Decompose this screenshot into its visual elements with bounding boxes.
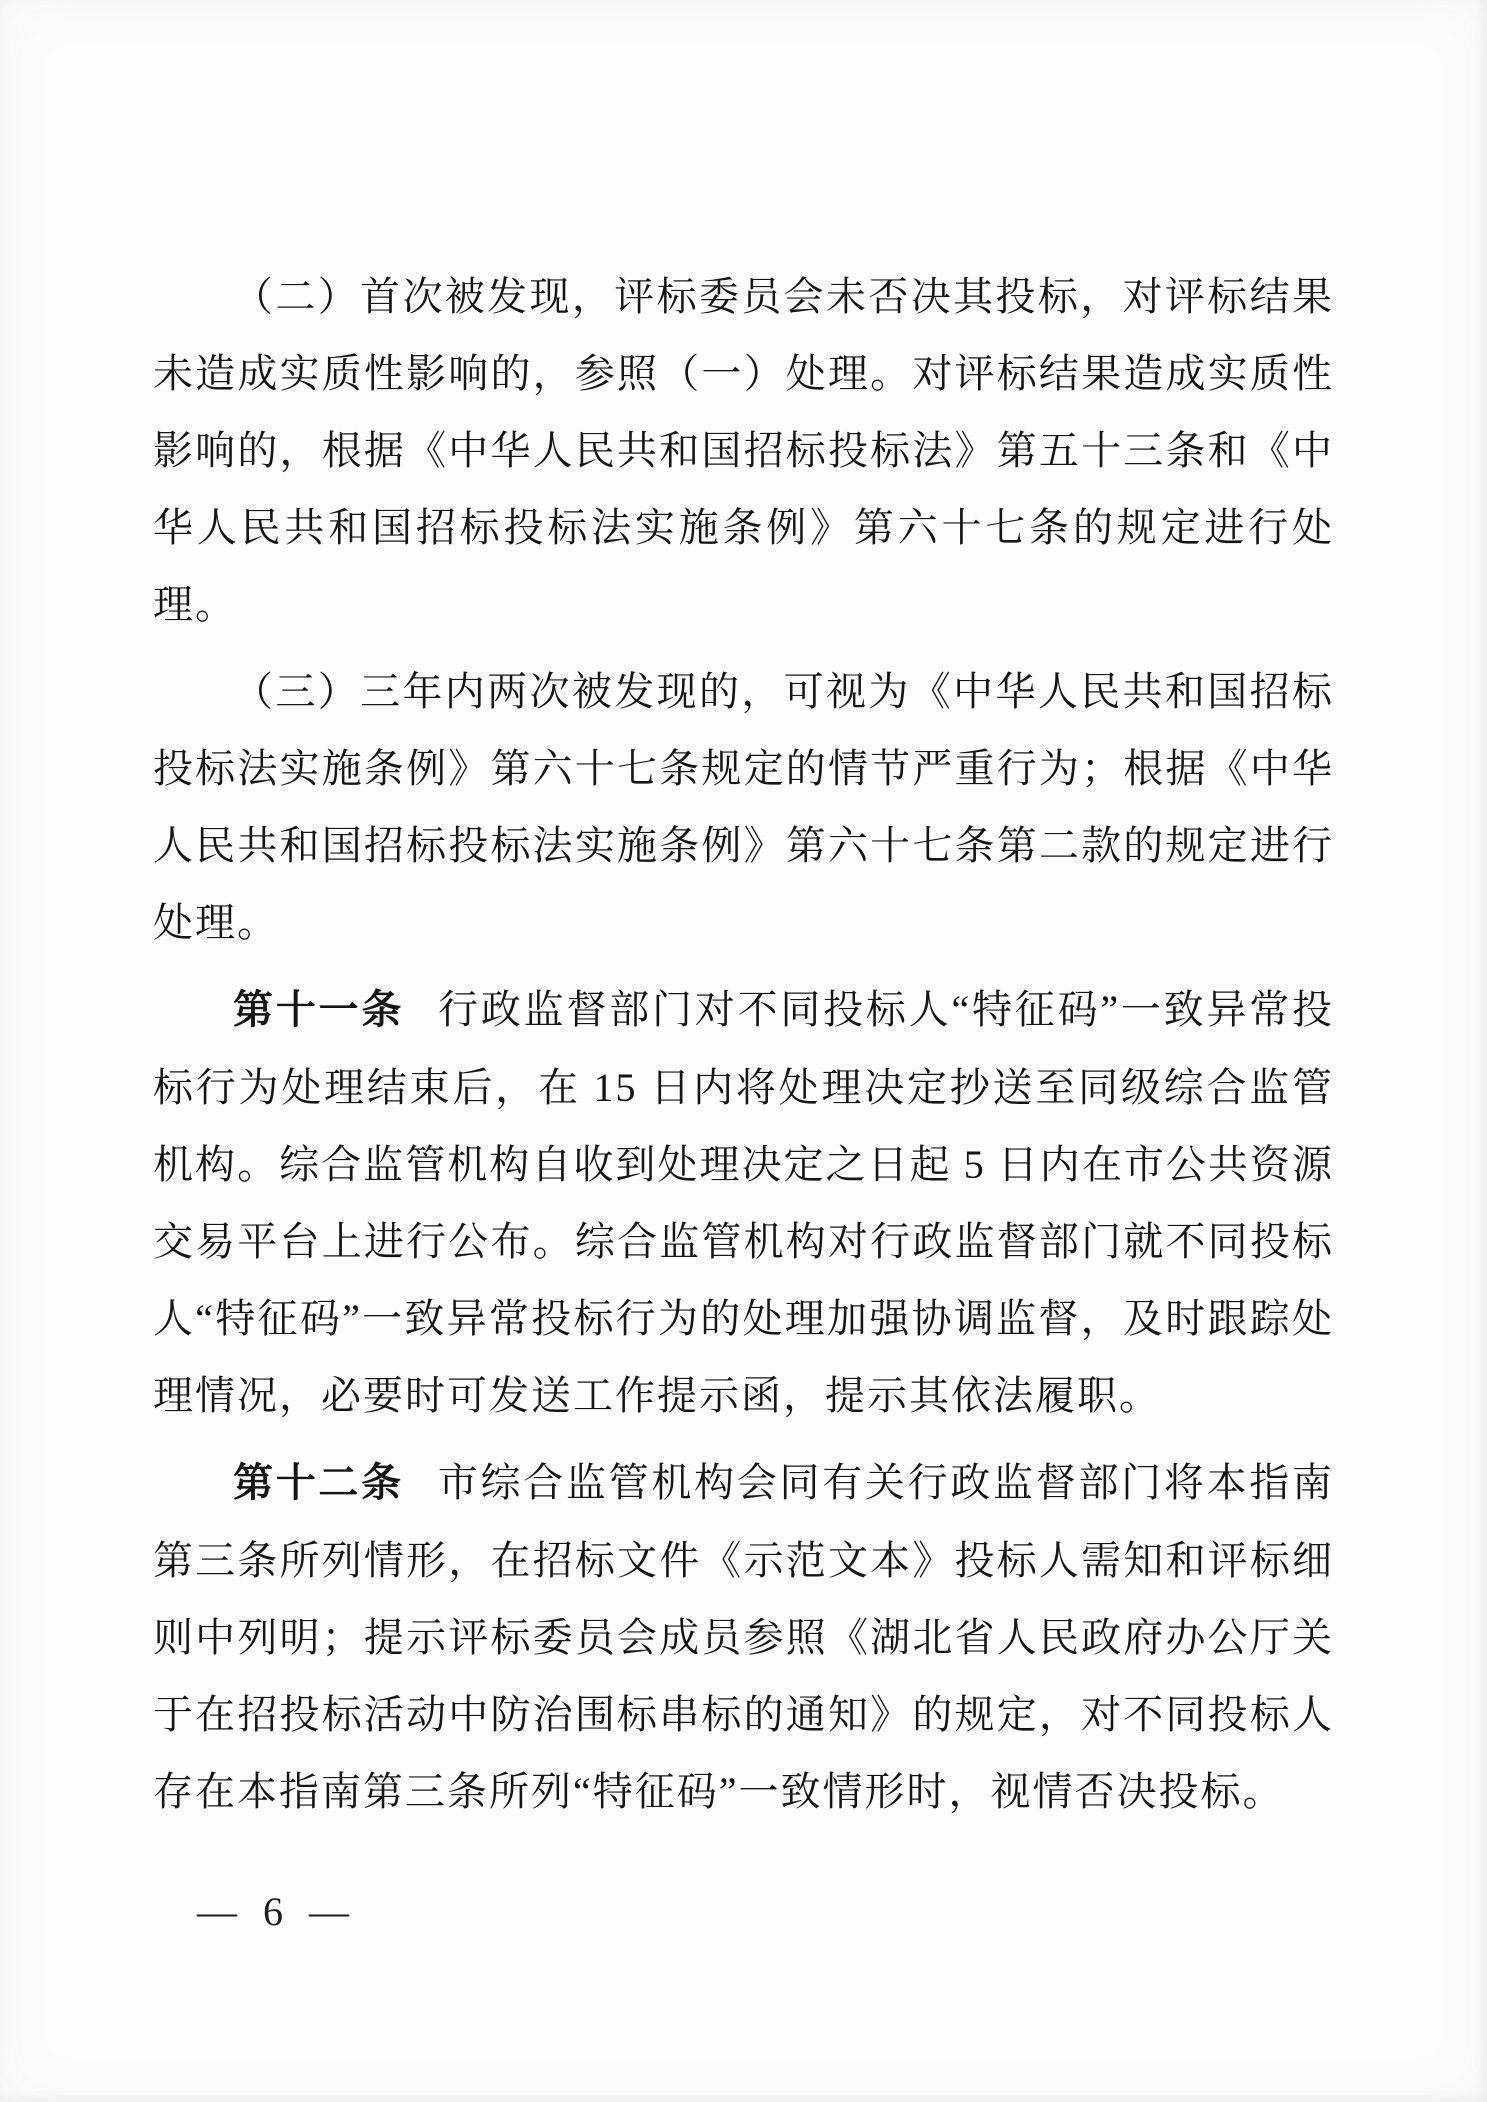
paragraph-text: 行政监督部门对不同投标人“特征码”一致异常投标行为处理结束后，在 15 日内将处理决定抄送至同级综合监管机构。综合监管机构自收到处理决定之日起 5 日内在市公共资源交易平台上进行公布。综合监管机构对行政监督部门就不同投标人“特征码”一致异常投标行为的处理加强协调监督，及时跟踪处理情况，必要时可发送工作提示函，提示其依法履职。 xyxy=(153,987,1334,1418)
paragraph-article-11 xyxy=(153,971,1334,1434)
paragraph-item-2 xyxy=(153,258,1334,643)
document-body xyxy=(153,258,1334,1840)
clause-term-article-11: 第十一条 xyxy=(233,988,405,1032)
paragraph-item-3 xyxy=(153,653,1334,961)
paragraph-article-12 xyxy=(153,1444,1334,1830)
paragraph-text: （三）三年内两次被发现的，可视为《中华人民共和国招标投标法实施条例》第六十七条规定的情节严重行为；根据《中华人民共和国招标投标法实施条例》第六十七条第二款的规定进行处理。 xyxy=(153,669,1334,945)
page-number: — 6 — xyxy=(197,1889,357,1934)
paragraph-text: （二）首次被发现，评标委员会未否决其投标，对评标结果未造成实质性影响的，参照（一）处理。对评标结果造成实质性影响的，根据《中华人民共和国招标投标法》第五十三条和《中华人民共和国招标投标法实施条例》第六十七条的规定进行处理。 xyxy=(153,274,1334,627)
clause-term-article-12: 第十二条 xyxy=(233,1461,404,1505)
paragraph-text: 市综合监管机构会同有关行政监督部门将本指南第三条所列情形，在招标文件《示范文本》投标人需知和评标细则中列明；提示评标委员会成员参照《湖北省人民政府办公厅关于在招投标活动中防治围标串标的通知》的规定，对不同投标人存在本指南第三条所列“特征码”一致情形时，视情否决投标。 xyxy=(153,1460,1335,1814)
